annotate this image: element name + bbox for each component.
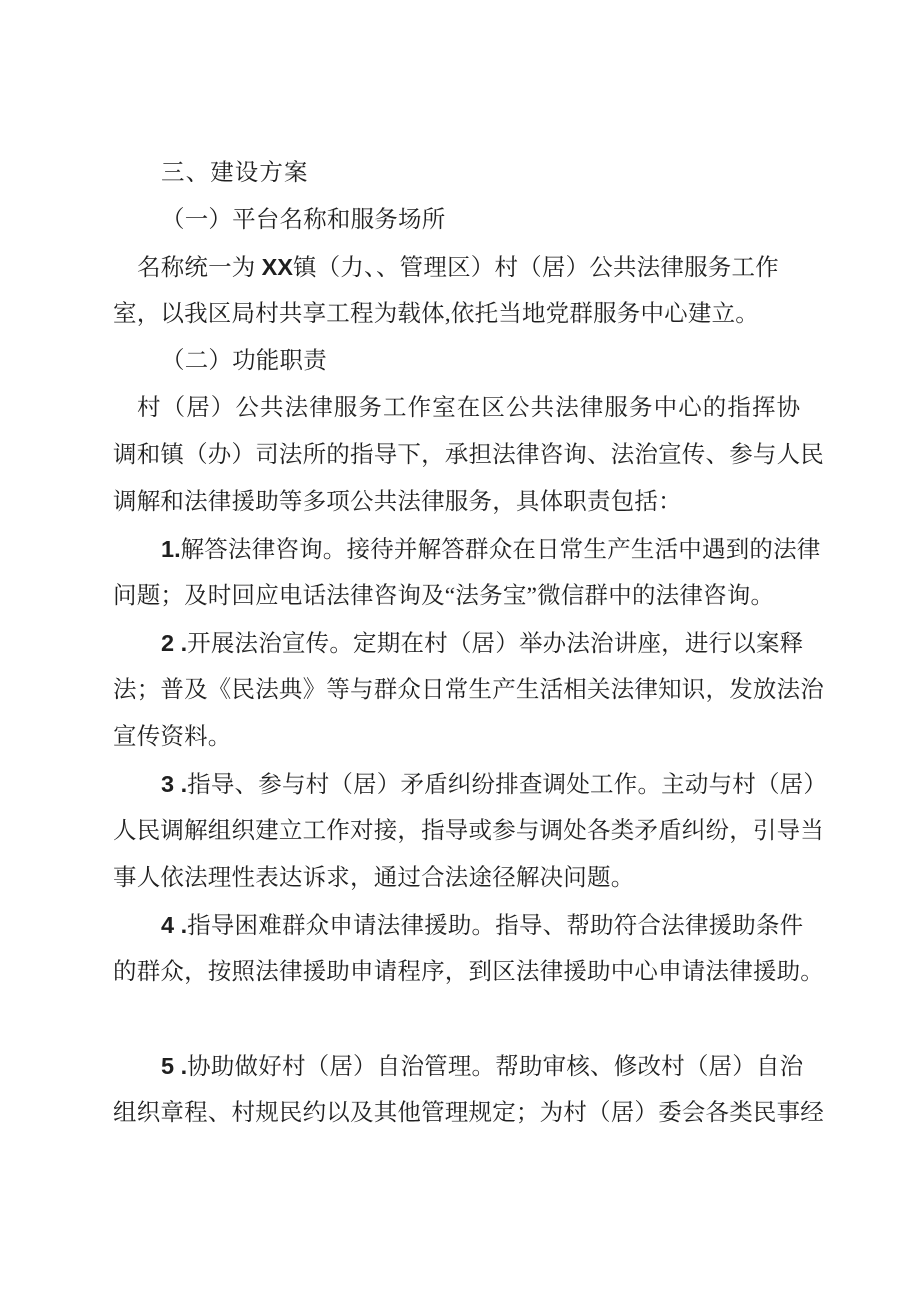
list-item-continuation: 的群众，按照法律援助申请程序，到区法律援助中心申请法律援助。 [113, 959, 824, 985]
list-item-continuation: 法；普及《民法典》等与群众日常生产生活相关法律知识，发放法治 [113, 677, 824, 703]
list-item-number: 5 . [161, 1053, 188, 1079]
duty-paragraph-line-3: 调解和法律援助等多项公共法律服务，具体职责包括： [113, 489, 682, 515]
platform-name-prefix: 名称统一为 [137, 255, 262, 281]
list-item-text: 协助做好村（居）自治管理。帮助审核、修改村（居）自治 [187, 1054, 804, 1080]
platform-name-paragraph-line-1 [113, 244, 807, 291]
list-item-continuation: 组织章程、村规民约以及其他管理规定；为村（居）委会各类民事经 [113, 1100, 824, 1126]
list-item [113, 620, 807, 667]
document-body [113, 150, 828, 1137]
subsection-2-heading: （二）功能职责 [161, 348, 327, 374]
list-item-text: 指导、参与村（居）矛盾纠纷排查调处工作。主动与村（居） [187, 772, 828, 798]
duty-paragraph-line-2: 调和镇（办）司法所的指导下，承担法律咨询、法治宣传、参与人民 [113, 442, 824, 468]
duty-paragraph-line-1: 村（居）公共法律服务工作室在区公共法律服务中心的指挥协 [137, 395, 802, 421]
list-item-continuation: 宣传资料。 [113, 724, 232, 750]
list-item-continuation: 事人依法理性表达诉求，通过合法途径解决问题。 [113, 865, 635, 891]
list-item-number: 1. [161, 536, 181, 562]
list-item [113, 761, 828, 808]
platform-name-suffix: 镇（力、、管理区）村（居）公共法律服务工作 [292, 255, 779, 281]
list-item-number: 4 . [161, 912, 188, 938]
section-heading: 三、建设方案 [161, 160, 309, 186]
paragraph-spacer [113, 996, 807, 1043]
platform-name-paragraph-line-2: 室，以我区局村共享工程为载体,依托当地党群服务中心建立。 [113, 301, 759, 327]
list-item-number: 3 . [161, 771, 188, 797]
list-item-text: 解答法律咨询。接待并解答群众在日常生产生活中遇到的法律 [180, 537, 821, 563]
platform-name-placeholder: XX [261, 254, 293, 280]
list-item-continuation: 问题；及时回应电话法律咨询及“法务宝”微信群中的法律咨询。 [113, 583, 775, 609]
list-item [113, 526, 821, 573]
list-item-text: 指导困难群众申请法律援助。指导、帮助符合法律援助条件 [187, 913, 804, 939]
list-item-continuation: 人民调解组织建立工作对接，指导或参与调处各类矛盾纠纷，引导当 [113, 818, 824, 844]
list-item [113, 1043, 807, 1090]
subsection-1-heading: （一）平台名称和服务场所 [161, 207, 446, 233]
list-item-text: 开展法治宣传。定期在村（居）举办法治讲座，进行以案释 [187, 631, 804, 657]
list-item-number: 2 . [161, 630, 188, 656]
list-item [113, 902, 807, 949]
